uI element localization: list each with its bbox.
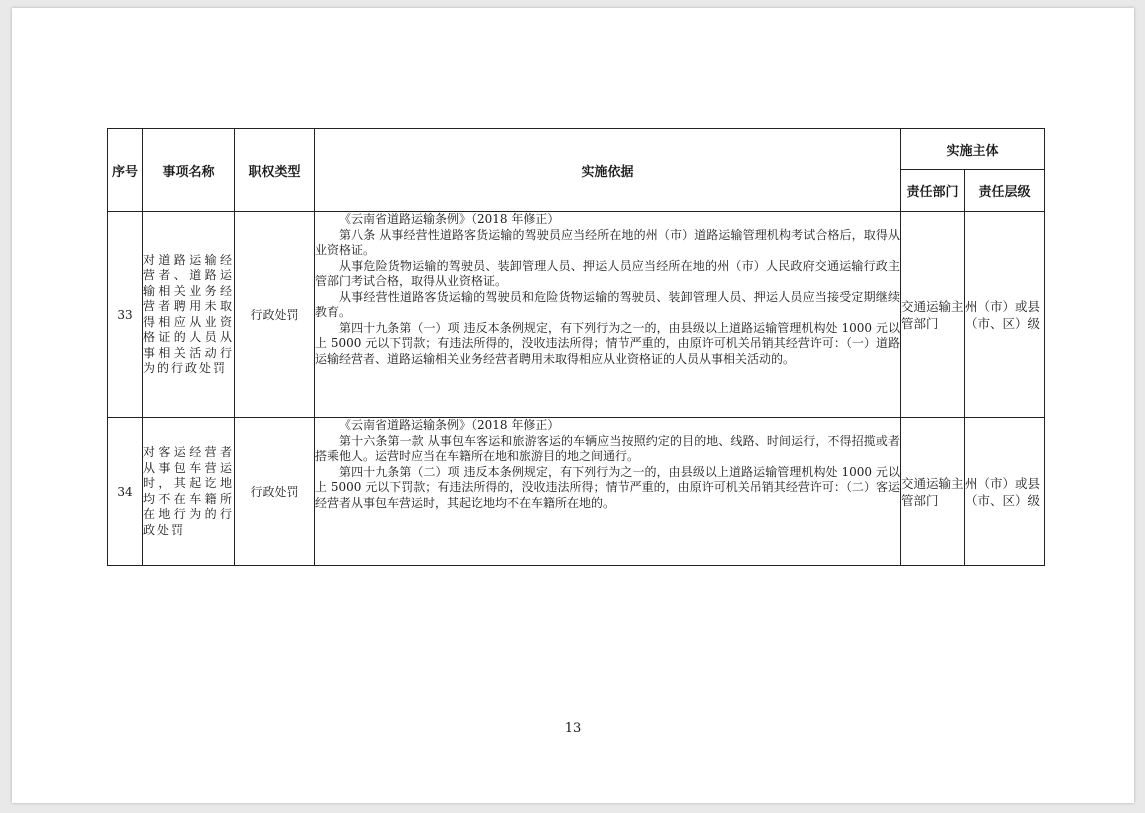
table-row xyxy=(108,418,1045,566)
basis-paragraph: 从事经营性道路客货运输的驾驶员和危险货物运输的驾驶员、装卸管理人员、押运人员应当接受定期继续教育。 xyxy=(315,289,900,319)
header-level: 责任层级 xyxy=(965,170,1045,212)
header-dept: 责任部门 xyxy=(901,170,965,212)
basis-paragraph: 《云南省道路运输条例》（2018 年修正） xyxy=(339,212,560,226)
row-level: 州（市）或县（市、区）级 xyxy=(965,212,1045,418)
header-impl: 实施主体 xyxy=(901,129,1045,170)
basis-paragraph: 第四十九条第（二）项 违反本条例规定，有下列行为之一的，由县级以上道路运输管理机构处 1000 元以上 5000 元以下罚款；有违法所得的，没收违法所得；情节严重的，由原许可机关吊销其经营许可：（二）客运经营者从事包车营运时，其起讫地均不在车籍所在地的。 xyxy=(315,464,900,510)
table-row xyxy=(108,212,1045,418)
row-basis xyxy=(315,212,901,418)
basis-paragraph: 从事危险货物运输的驾驶员、装卸管理人员、押运人员应当经所在地的州（市）人民政府交通运输行政主管部门考试合格，取得从业资格证。 xyxy=(315,258,900,288)
header-type: 职权类型 xyxy=(235,129,315,212)
row-name: 对道路运输经营者、道路运输相关业务经营者聘用未取得相应从业资格证的人员从事相关活动行为的行政处罚 xyxy=(143,212,235,418)
row-no: 33 xyxy=(108,212,143,418)
row-type: 行政处罚 xyxy=(235,212,315,418)
basis-paragraph: 第十六条第一款 从事包车客运和旅游客运的车辆应当按照约定的目的地、线路、时间运行，不得招揽或者搭乘他人。运营时应当在车籍所在地和旅游目的地之间通行。 xyxy=(315,433,900,463)
row-dept: 交通运输主管部门 xyxy=(901,212,965,418)
page-number: 13 xyxy=(564,721,582,736)
row-no: 34 xyxy=(108,418,143,566)
basis-paragraph: 第四十九条第（一）项 违反本条例规定，有下列行为之一的，由县级以上道路运输管理机构处 1000 元以上 5000 元以下罚款；有违法所得的，没收违法所得；情节严重的，由原许可机关吊销其经营许可：（一）道路运输经营者、道路运输相关业务经营者聘用未取得相应从业资格证的人员从事相关活动的。 xyxy=(315,320,900,366)
basis-paragraph: 《云南省道路运输条例》（2018 年修正） xyxy=(339,418,560,432)
basis-paragraph: 第八条 从事经营性道路客货运输的驾驶员应当经所在地的州（市）道路运输管理机构考试合格后，取得从业资格证。 xyxy=(315,227,900,257)
header-no: 序号 xyxy=(108,129,143,212)
row-name: 对客运经营者从事包车营运时，其起讫地均不在车籍所在地行为的行政处罚 xyxy=(143,418,235,566)
row-basis xyxy=(315,418,901,566)
row-type: 行政处罚 xyxy=(235,418,315,566)
document-page xyxy=(12,8,1134,803)
enforcement-table xyxy=(107,128,1045,566)
row-dept: 交通运输主管部门 xyxy=(901,418,965,566)
row-level: 州（市）或县（市、区）级 xyxy=(965,418,1045,566)
header-basis: 实施依据 xyxy=(315,129,901,212)
header-name: 事项名称 xyxy=(143,129,235,212)
